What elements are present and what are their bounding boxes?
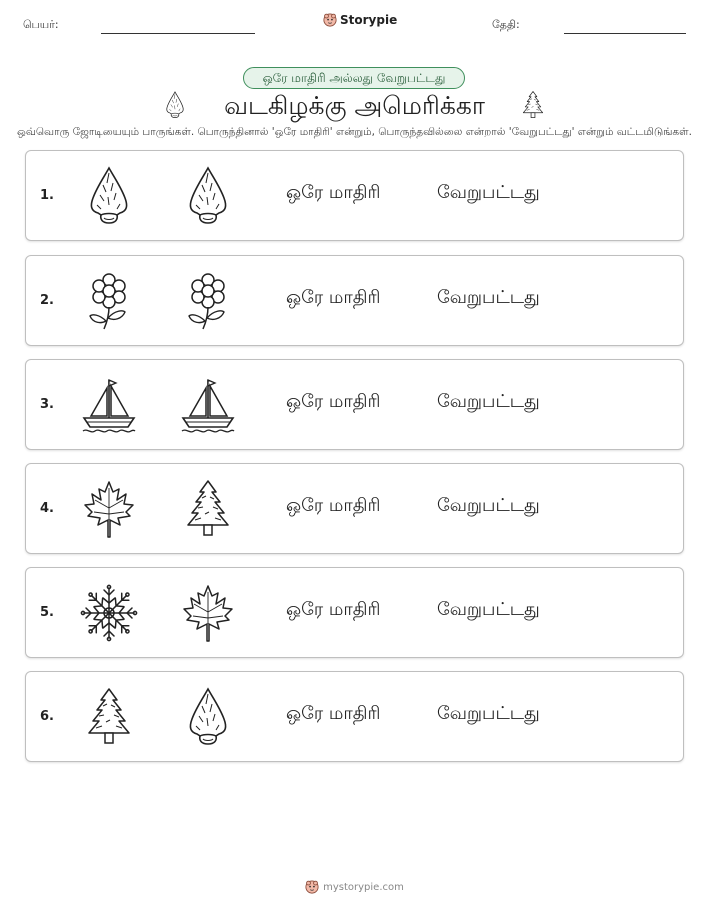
exercise-row <box>25 463 684 554</box>
page-title: வடகிழக்கு அமெரிக்கா <box>224 91 485 120</box>
date-label: தேதி: <box>492 18 520 31</box>
exercise-row <box>25 150 684 241</box>
same-option[interactable]: ஒரே மாதிரி <box>286 182 381 203</box>
flower-icon <box>178 270 238 332</box>
same-option[interactable]: ஒரே மாதிரி <box>286 495 381 516</box>
arrowhead-icon <box>178 686 238 748</box>
arrowhead-icon <box>178 165 238 227</box>
flower-icon <box>79 270 139 332</box>
sailboat-icon <box>178 374 238 436</box>
pine-tree-icon <box>79 686 139 748</box>
row-number: 3. <box>40 397 54 412</box>
snowflake-icon <box>79 582 139 644</box>
different-option[interactable]: வேறுபட்டது <box>437 182 540 203</box>
name-label: பெயர்: <box>23 18 59 31</box>
footer <box>0 880 709 894</box>
row-number: 4. <box>40 501 54 516</box>
instructions: ஒவ்வொரு ஜோடியையும் பாருங்கள். பொருந்தினால் 'ஒரே மாதிரி' என்றும், பொருந்தவில்லை என்றால் 'வேறுபட்டது' என்றும் வட்டமிடுங்கள். <box>17 126 692 138</box>
different-option[interactable]: வேறுபட்டது <box>437 391 540 412</box>
different-option[interactable]: வேறுபட்டது <box>437 599 540 620</box>
sailboat-icon <box>79 374 139 436</box>
name-line[interactable] <box>101 33 255 34</box>
maple-leaf-icon <box>178 582 238 644</box>
footer-url[interactable]: mystorypie.com <box>323 881 404 893</box>
different-option[interactable]: வேறுபட்டது <box>437 287 540 308</box>
maple-leaf-icon <box>79 478 139 540</box>
different-option[interactable]: வேறுபட்டது <box>437 495 540 516</box>
pine-tree-icon <box>518 90 548 120</box>
same-option[interactable]: ஒரே மாதிரி <box>286 599 381 620</box>
exercise-row <box>25 567 684 658</box>
row-number: 1. <box>40 188 54 203</box>
exercise-row <box>25 255 684 346</box>
row-number: 6. <box>40 709 54 724</box>
row-number: 5. <box>40 605 54 620</box>
arrowhead-icon <box>79 165 139 227</box>
same-option[interactable]: ஒரே மாதிரி <box>286 703 381 724</box>
date-line[interactable] <box>564 33 686 34</box>
worksheet-type-tag: ஒரே மாதிரி அல்லது வேறுபட்டது <box>243 67 465 89</box>
pine-tree-icon <box>178 478 238 540</box>
exercise-row <box>25 671 684 762</box>
brand <box>323 13 397 27</box>
exercise-row <box>25 359 684 450</box>
row-number: 2. <box>40 293 54 308</box>
brand-logo-icon <box>305 880 319 894</box>
same-option[interactable]: ஒரே மாதிரி <box>286 287 381 308</box>
different-option[interactable]: வேறுபட்டது <box>437 703 540 724</box>
brand-name: Storypie <box>340 13 398 27</box>
brand-logo-icon <box>323 13 337 27</box>
same-option[interactable]: ஒரே மாதிரி <box>286 391 381 412</box>
